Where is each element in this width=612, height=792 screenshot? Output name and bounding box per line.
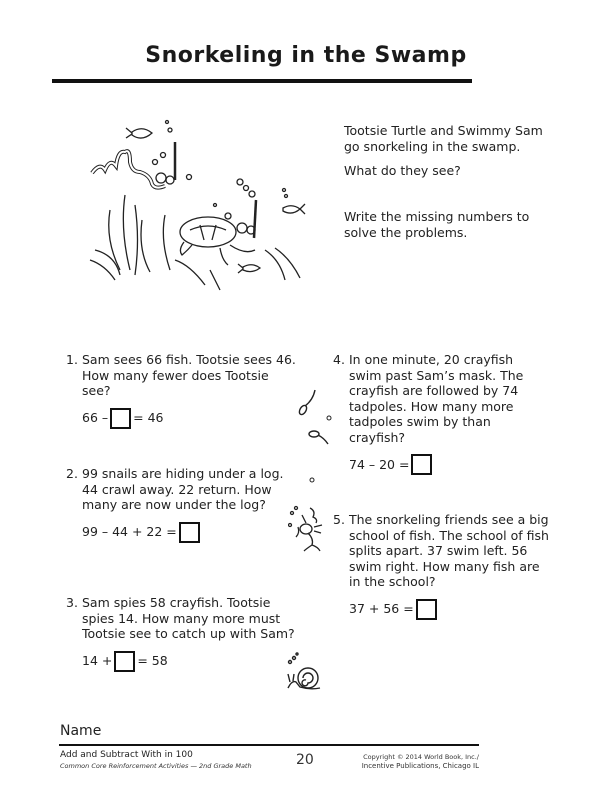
intro-question: What do they see? (344, 163, 461, 178)
intro-instructions: Write the missing numbers to solve the problems. (344, 209, 530, 240)
equation-right: = 58 (137, 653, 168, 669)
equation (82, 651, 298, 672)
equation-left: 14 + (82, 653, 113, 669)
name-label: Name (60, 723, 102, 739)
problem-text: Sam sees 66 fish. Tootsie sees 46. How many fewer does Tootsie see? (82, 352, 296, 398)
snail-icon (280, 650, 324, 696)
problem-number: 1. (66, 352, 78, 367)
problem-text: The snorkeling friends see a big school of fish. The school of fish splits apart. 37 swim left. 56 swim right. How many fish are in the school? (349, 512, 549, 589)
bubble-icon (325, 414, 333, 422)
equation (349, 599, 549, 620)
title-divider (52, 79, 472, 83)
equation-left: 66 – (82, 410, 109, 426)
bubble-icon (308, 476, 316, 484)
copyright: Copyright © 2014 World Book, Inc./ (363, 753, 479, 761)
problem-text: Sam spies 58 crayfish. Tootsie spies 14. How many more must Tootsie see to catch up with Sam? (82, 595, 295, 641)
intro-text (344, 123, 544, 249)
answer-box[interactable] (411, 454, 432, 475)
problem-1 (66, 352, 298, 429)
equation-left: 99 – 44 + 22 = (82, 524, 177, 540)
equation-right: = 46 (133, 410, 164, 426)
problem-text: In one minute, 20 crayfish swim past Sam’s mask. The crayfish are followed by 74 tadpoles. How many more tadpoles swim by than crayfish? (349, 352, 524, 445)
problem-5 (333, 512, 549, 620)
book-title: Add and Subtract With in 100 (60, 750, 193, 760)
crayfish-icon (288, 503, 328, 553)
intro-story: Tootsie Turtle and Swimmy Sam go snorkeling in the swamp. (344, 123, 543, 154)
problem-4 (333, 352, 543, 475)
problem-number: 2. (66, 466, 78, 481)
problem-number: 5. (333, 512, 345, 527)
name-line[interactable] (59, 744, 479, 746)
tadpole-icon (308, 428, 334, 450)
equation (82, 522, 298, 543)
problem-text: 99 snails are hiding under a log. 44 crawl away. 22 return. How many are now under the log? (82, 466, 284, 512)
equation (349, 454, 543, 475)
page-number: 20 (296, 752, 314, 768)
answer-box[interactable] (110, 408, 131, 429)
answer-box[interactable] (179, 522, 200, 543)
answer-box[interactable] (114, 651, 135, 672)
snorkeling-illustration (80, 100, 320, 310)
page-title: Snorkeling in the Swamp (145, 43, 467, 68)
problem-2 (66, 466, 298, 543)
problem-number: 4. (333, 352, 345, 367)
equation-left: 37 + 56 = (349, 601, 414, 617)
problem-3 (66, 595, 298, 672)
tadpole-icon (295, 388, 325, 418)
series-title: Common Core Reinforcement Activities — 2nd Grade Math (60, 762, 252, 770)
answer-box[interactable] (416, 599, 437, 620)
publisher: Incentive Publications, Chicago IL (361, 762, 479, 770)
equation (82, 408, 298, 429)
problem-number: 3. (66, 595, 78, 610)
equation-left: 74 – 20 = (349, 456, 410, 472)
